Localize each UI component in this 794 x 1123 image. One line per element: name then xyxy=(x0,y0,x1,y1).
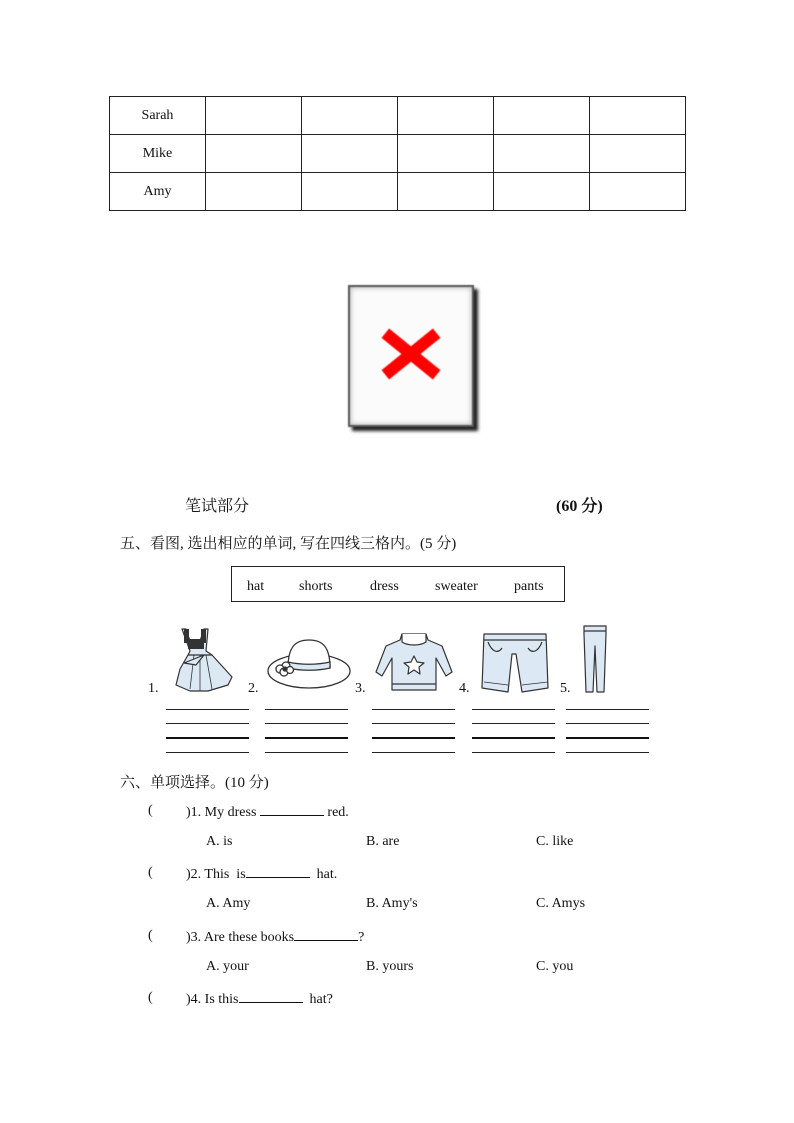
item-number: 1. xyxy=(148,681,159,696)
item-number: 2. xyxy=(248,681,259,696)
option-b[interactable]: B. Amy's xyxy=(366,896,418,911)
question-1 xyxy=(186,803,349,821)
sweater-icon xyxy=(374,628,454,694)
section-5-title: 五、看图, 选出相应的单词, 写在四线三格内。(5 分) xyxy=(120,536,457,552)
question-text-after: hat. xyxy=(309,867,338,882)
names-table xyxy=(109,96,686,211)
word-item: pants xyxy=(514,579,544,594)
broken-image-placeholder xyxy=(348,285,474,427)
item-number: 5. xyxy=(560,681,571,696)
item-number: 4. xyxy=(459,681,470,696)
answer-blank[interactable] xyxy=(294,928,358,941)
answer-blank[interactable] xyxy=(246,865,310,878)
table-cell xyxy=(302,173,398,211)
dress-icon xyxy=(168,625,240,695)
table-cell-name: Amy xyxy=(110,173,206,211)
answer-blank[interactable] xyxy=(239,990,303,1003)
question-number: )1. xyxy=(186,805,202,820)
question-2 xyxy=(186,865,337,883)
question-text-before: Are these books xyxy=(203,930,295,945)
answer-paren: ( xyxy=(148,865,153,880)
written-part-title: 笔试部分 xyxy=(185,498,250,515)
option-a[interactable]: A. your xyxy=(206,959,249,974)
table-row xyxy=(110,135,686,173)
option-a[interactable]: A. Amy xyxy=(206,896,251,911)
table-row xyxy=(110,173,686,211)
word-item: shorts xyxy=(299,579,333,594)
hat-icon xyxy=(266,636,352,692)
table-cell xyxy=(398,173,494,211)
table-cell xyxy=(494,97,590,135)
table-cell xyxy=(206,173,302,211)
word-item: dress xyxy=(370,579,399,594)
table-cell xyxy=(398,97,494,135)
item-number: 3. xyxy=(355,681,366,696)
option-c[interactable]: C. like xyxy=(536,834,574,849)
question-text-before: Is this xyxy=(204,992,239,1007)
table-cell xyxy=(590,97,686,135)
answer-paren: ( xyxy=(148,803,153,818)
table-cell xyxy=(206,135,302,173)
option-b[interactable]: B. yours xyxy=(366,959,414,974)
broken-image-x-icon xyxy=(350,287,472,425)
table-cell xyxy=(302,97,398,135)
answer-paren: ( xyxy=(148,990,153,1005)
table-cell xyxy=(302,135,398,173)
question-text-before: My dress xyxy=(204,805,260,820)
table-cell xyxy=(494,173,590,211)
question-number: )4. xyxy=(186,992,202,1007)
question-text-before: This is xyxy=(204,867,246,882)
answer-paren: ( xyxy=(148,928,153,943)
table-row xyxy=(110,97,686,135)
question-text-after: hat? xyxy=(302,992,333,1007)
table-cell xyxy=(590,135,686,173)
written-part-score: (60 分) xyxy=(556,498,603,515)
question-number: )3. xyxy=(186,930,202,945)
shorts-icon xyxy=(478,630,552,694)
option-a[interactable]: A. is xyxy=(206,834,233,849)
table-cell-name: Sarah xyxy=(110,97,206,135)
option-b[interactable]: B. are xyxy=(366,834,400,849)
question-text-after: ? xyxy=(358,930,365,945)
word-item: sweater xyxy=(435,579,478,594)
question-3 xyxy=(186,928,364,946)
table-cell xyxy=(206,97,302,135)
word-box xyxy=(231,566,565,602)
question-text-after: red. xyxy=(323,805,349,820)
section-6-title: 六、单项选择。(10 分) xyxy=(120,775,269,791)
table-cell-name: Mike xyxy=(110,135,206,173)
word-item: hat xyxy=(247,579,265,594)
pants-icon xyxy=(580,624,610,694)
answer-blank[interactable] xyxy=(260,803,324,816)
question-number: )2. xyxy=(186,867,202,882)
table-cell xyxy=(494,135,590,173)
option-c[interactable]: C. you xyxy=(536,959,574,974)
table-cell xyxy=(590,173,686,211)
question-4 xyxy=(186,990,333,1008)
option-c[interactable]: C. Amys xyxy=(536,896,586,911)
table-cell xyxy=(398,135,494,173)
